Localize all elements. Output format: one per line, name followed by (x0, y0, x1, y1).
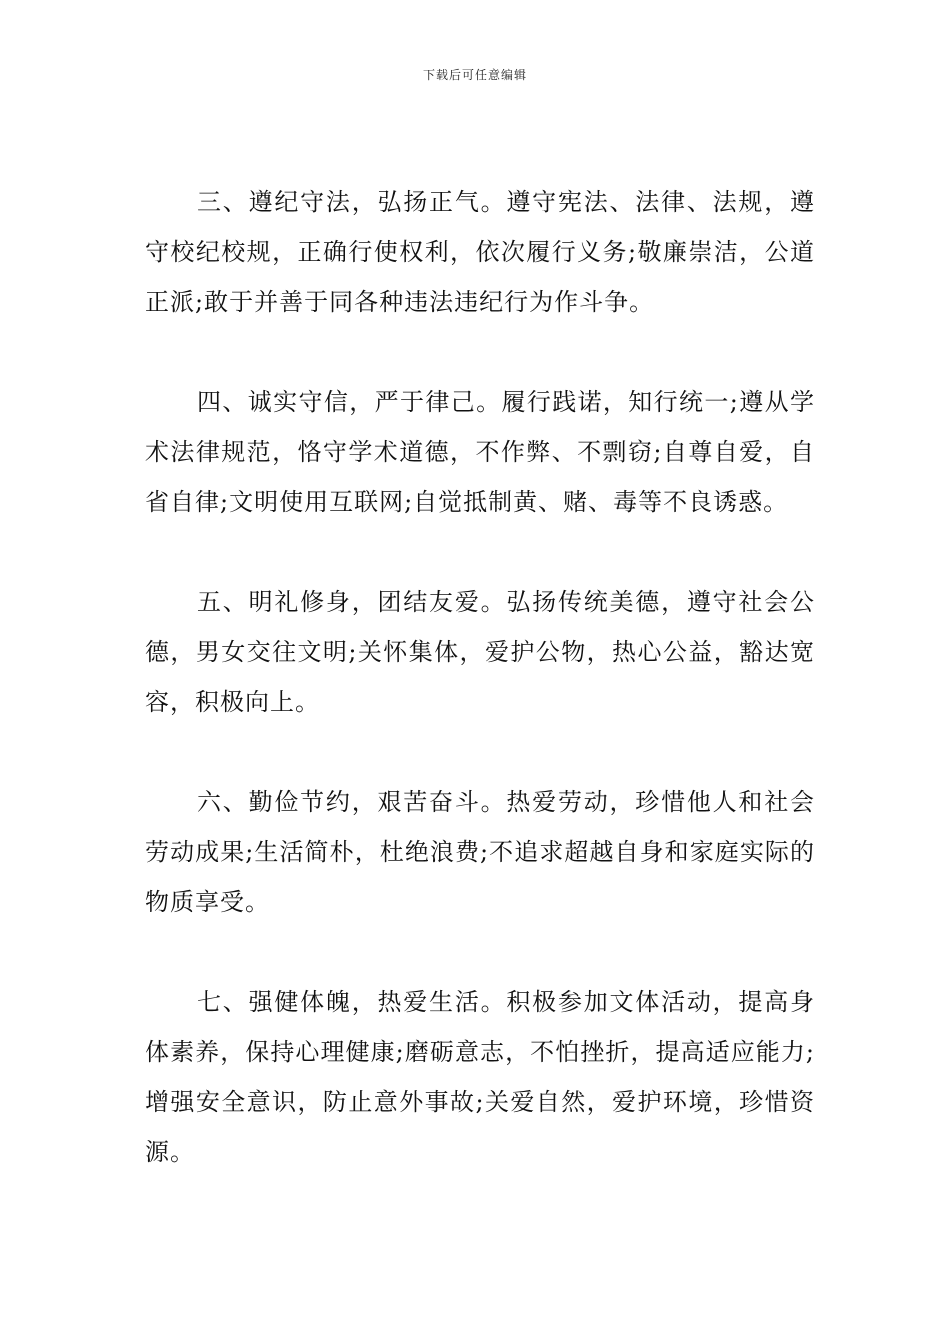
paragraph-article-4: 四、诚实守信，严于律己。履行践诺，知行统一;遵从学术法律规范，恪守学术道德，不作弊、不剽窃;自尊自爱，自省自律;文明使用互联网;自觉抵制黄、赌、毒等不良诱惑。 (145, 388, 815, 516)
paragraph-article-3: 三、遵纪守法，弘扬正气。遵守宪法、法律、法规，遵守校纪校规，正确行使权利，依次履行义务;敬廉崇洁，公道正派;敢于并善于同各种违法违纪行为作斗争。 (145, 188, 815, 316)
paragraph-article-7: 七、强健体魄，热爱生活。积极参加文体活动，提高身体素养，保持心理健康;磨砺意志，不怕挫折，提高适应能力;增强安全意识，防止意外事故;关爱自然，爱护环境，珍惜资源。 (145, 988, 815, 1166)
document-body (145, 177, 815, 1227)
page-header: 下载后可任意编辑 (422, 68, 527, 82)
paragraph-article-6: 六、勤俭节约，艰苦奋斗。热爱劳动，珍惜他人和社会劳动成果;生活简朴，杜绝浪费;不追求超越自身和家庭实际的物质享受。 (145, 788, 815, 916)
paragraph-article-5: 五、明礼修身，团结友爱。弘扬传统美德，遵守社会公德，男女交往文明;关怀集体，爱护公物，热心公益，豁达宽容，积极向上。 (145, 588, 815, 716)
